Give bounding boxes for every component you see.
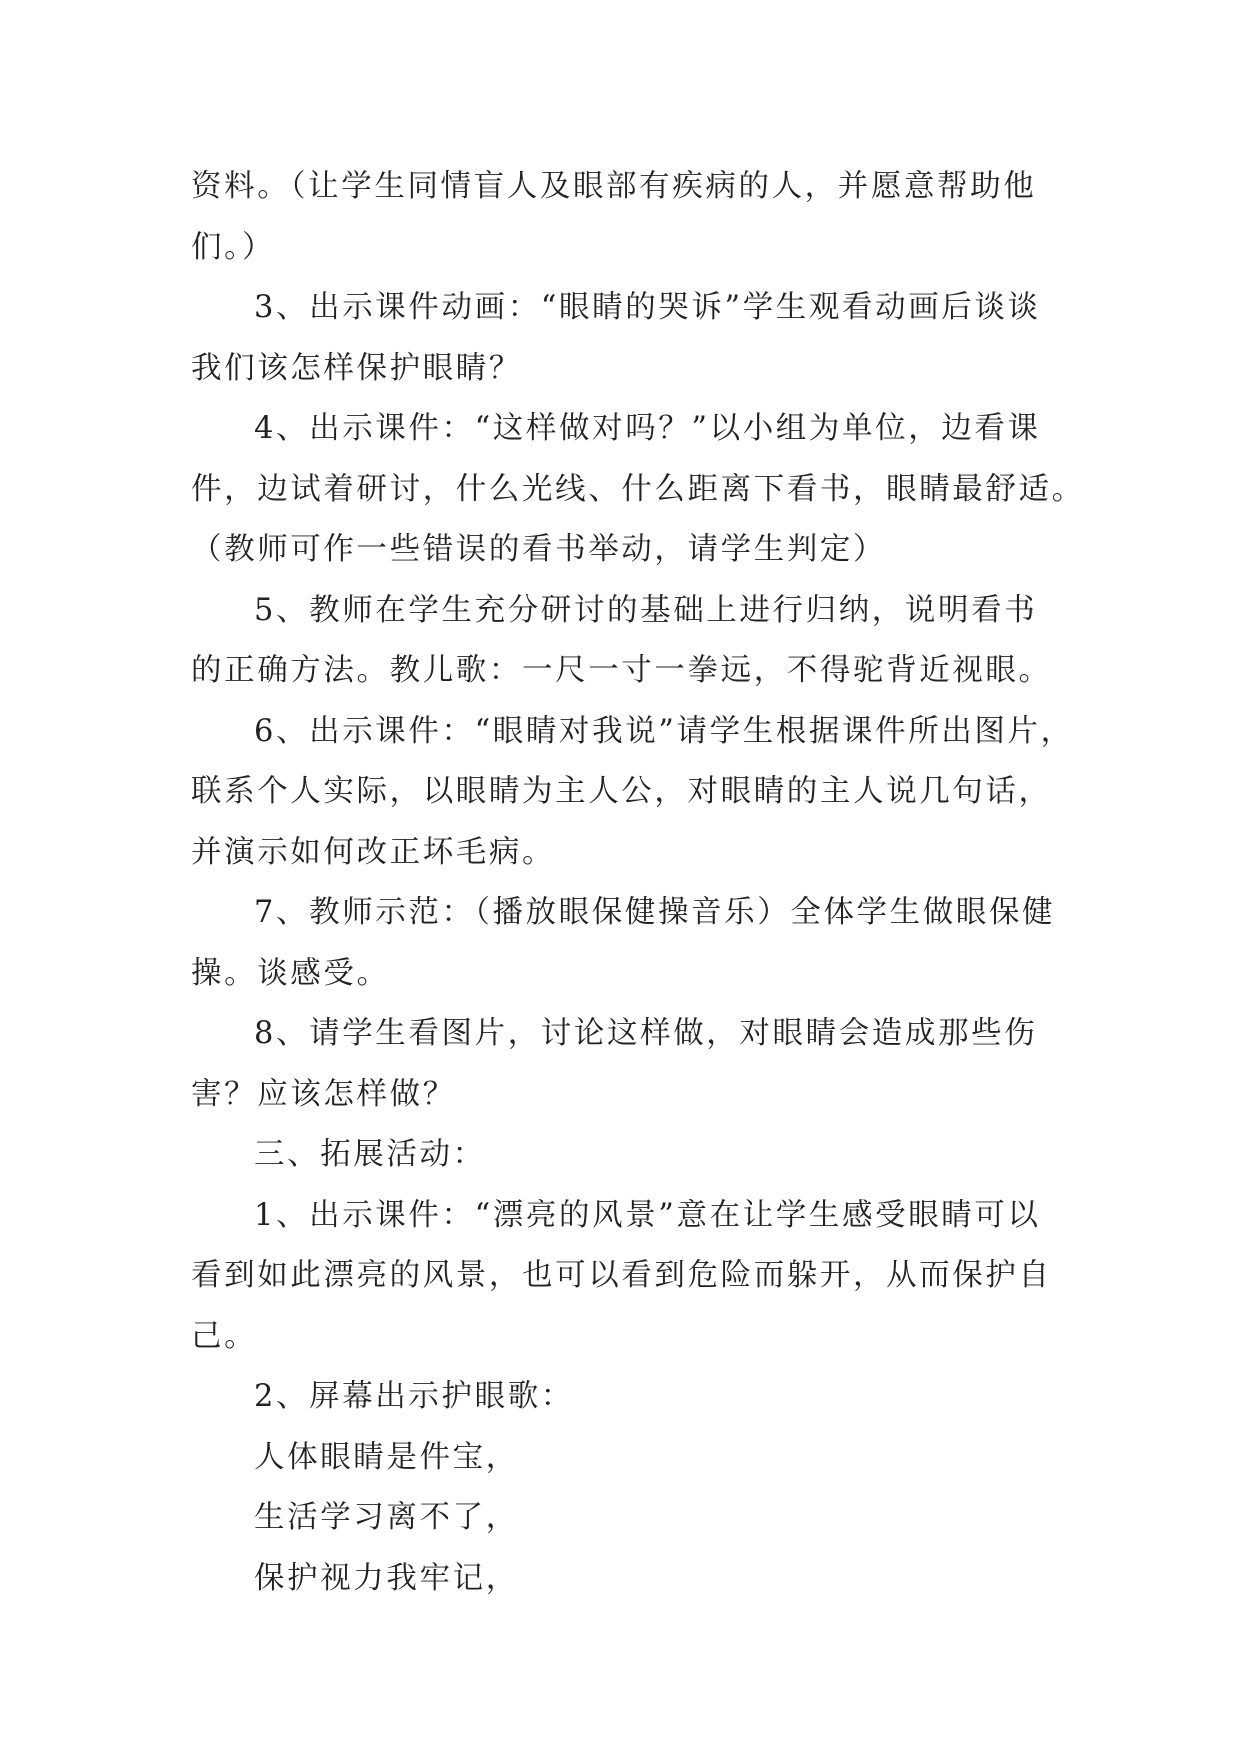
text-line: 6、出示课件：“眼睛对我说”请学生根据课件所出图片， (254, 713, 1074, 749)
text-line: 并演示如何改正坏毛病。 (191, 834, 556, 870)
document-body (191, 157, 1085, 1609)
text-line: 资料。（让学生同情盲人及眼部有疾病的人，并愿意帮助他 (191, 169, 1037, 204)
text-line: 8、请学生看图片，讨论这样做，对眼睛会造成那些伤 (254, 1016, 1038, 1051)
text-line: 们。） (191, 229, 276, 265)
text-line: 2、屏幕出示护眼歌： (254, 1379, 574, 1414)
text-line: 1、出示课件：“漂亮的风景”意在让学生感受眼睛可以 (254, 1197, 1041, 1233)
text-line: 7、教师示范：（播放眼保健操音乐）全体学生做眼保健 (254, 895, 1056, 930)
text-line: 4、出示课件：“这样做对吗？”以小组为单位，边看课 (254, 411, 1041, 446)
poem-line: 保护视力我牢记， (254, 1560, 519, 1596)
text-line: 我们该怎样保护眼睛？ (191, 350, 522, 386)
section-heading: 三、拓展活动： (254, 1137, 486, 1172)
text-line: 联系个人实际，以眼睛为主人公，对眼睛的主人说几句话， (191, 774, 1052, 809)
text-line: 害？应该怎样做？ (191, 1076, 456, 1112)
text-line: 的正确方法。教儿歌：一尺一寸一拳远，不得驼背近视眼。 (191, 653, 1052, 688)
poem-line: 生活学习离不了， (254, 1500, 519, 1535)
text-line: 看到如此漂亮的风景，也可以看到危险而躲开，从而保护自 (191, 1258, 1052, 1293)
text-line: 5、教师在学生充分研讨的基础上进行归纳，说明看书 (254, 592, 1038, 628)
text-line: 操。谈感受。 (191, 955, 390, 991)
text-line: 3、出示课件动画：“眼睛的哭诉”学生观看动画后谈谈 (254, 290, 1041, 325)
text-line: 件，边试着研讨，什么光线、什么距离下看书，眼睛最舒适。 (191, 471, 1085, 507)
text-line: 己。 (191, 1318, 258, 1354)
text-line: （教师可作一些错误的看书举动，请学生判定） (191, 532, 887, 567)
poem-line: 人体眼睛是件宝， (254, 1439, 519, 1475)
